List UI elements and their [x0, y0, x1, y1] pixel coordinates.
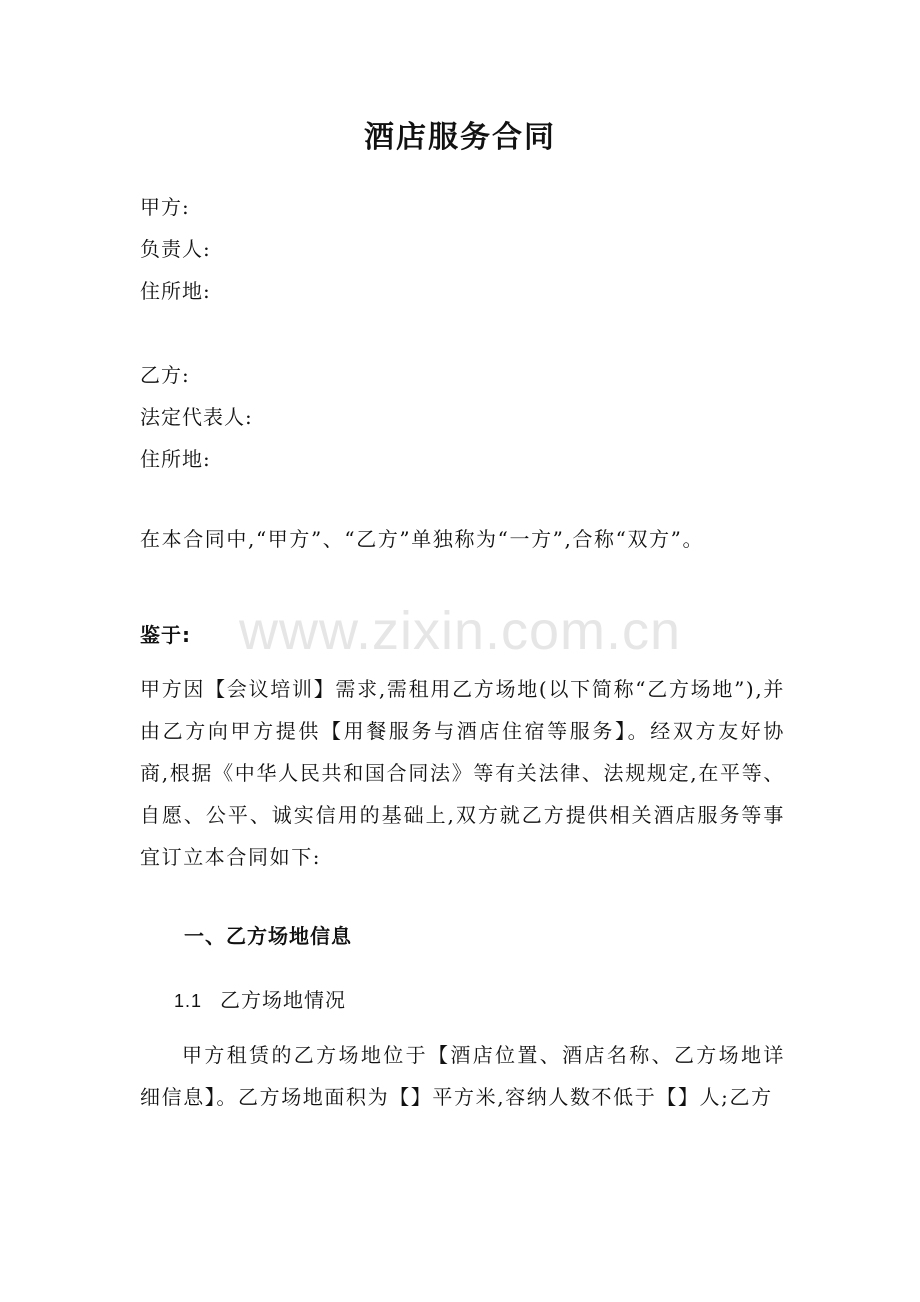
- section-1-1-title: 乙方场地情况: [220, 988, 346, 1012]
- whereas-heading: 鉴于:: [140, 623, 191, 647]
- section-1-heading: 一、乙方场地信息: [184, 924, 352, 948]
- section-1-1-heading: [174, 988, 346, 1013]
- party-a-person-label: 负责人:: [140, 237, 211, 261]
- party-b-label: 乙方:: [140, 363, 190, 387]
- definitions-paragraph: 在本合同中,“甲方”、“乙方”单独称为“一方”,合称“双方”。: [140, 527, 705, 551]
- whereas-paragraph: 甲方因【会议培训】需求,需租用乙方场地(以下简称“乙方场地”),并由乙方向甲方提供【用餐服务与酒店住宿等服务】。经双方友好协商,根据《中华人民共和国合同法》等有关法律、法规规定,在平等、自愿、公平、诚实信用的基础上,双方就乙方提供相关酒店服务等事宜订立本合同如下:: [140, 677, 785, 869]
- party-b-person-label: 法定代表人:: [140, 405, 253, 429]
- section-1-1-number: 1.1: [174, 991, 203, 1011]
- party-a-label: 甲方:: [140, 195, 190, 219]
- watermark: www.zixin.com.cn: [238, 601, 682, 661]
- party-b-address-label: 住所地:: [140, 447, 211, 471]
- party-a-address-label: 住所地:: [140, 279, 211, 303]
- section-1-1-body: 甲方租赁的乙方场地位于【酒店位置、酒店名称、乙方场地详细信息】。乙方场地面积为【】平方米,容纳人数不低于【】人;乙方: [140, 1043, 785, 1109]
- document-title: 酒店服务合同: [364, 120, 556, 155]
